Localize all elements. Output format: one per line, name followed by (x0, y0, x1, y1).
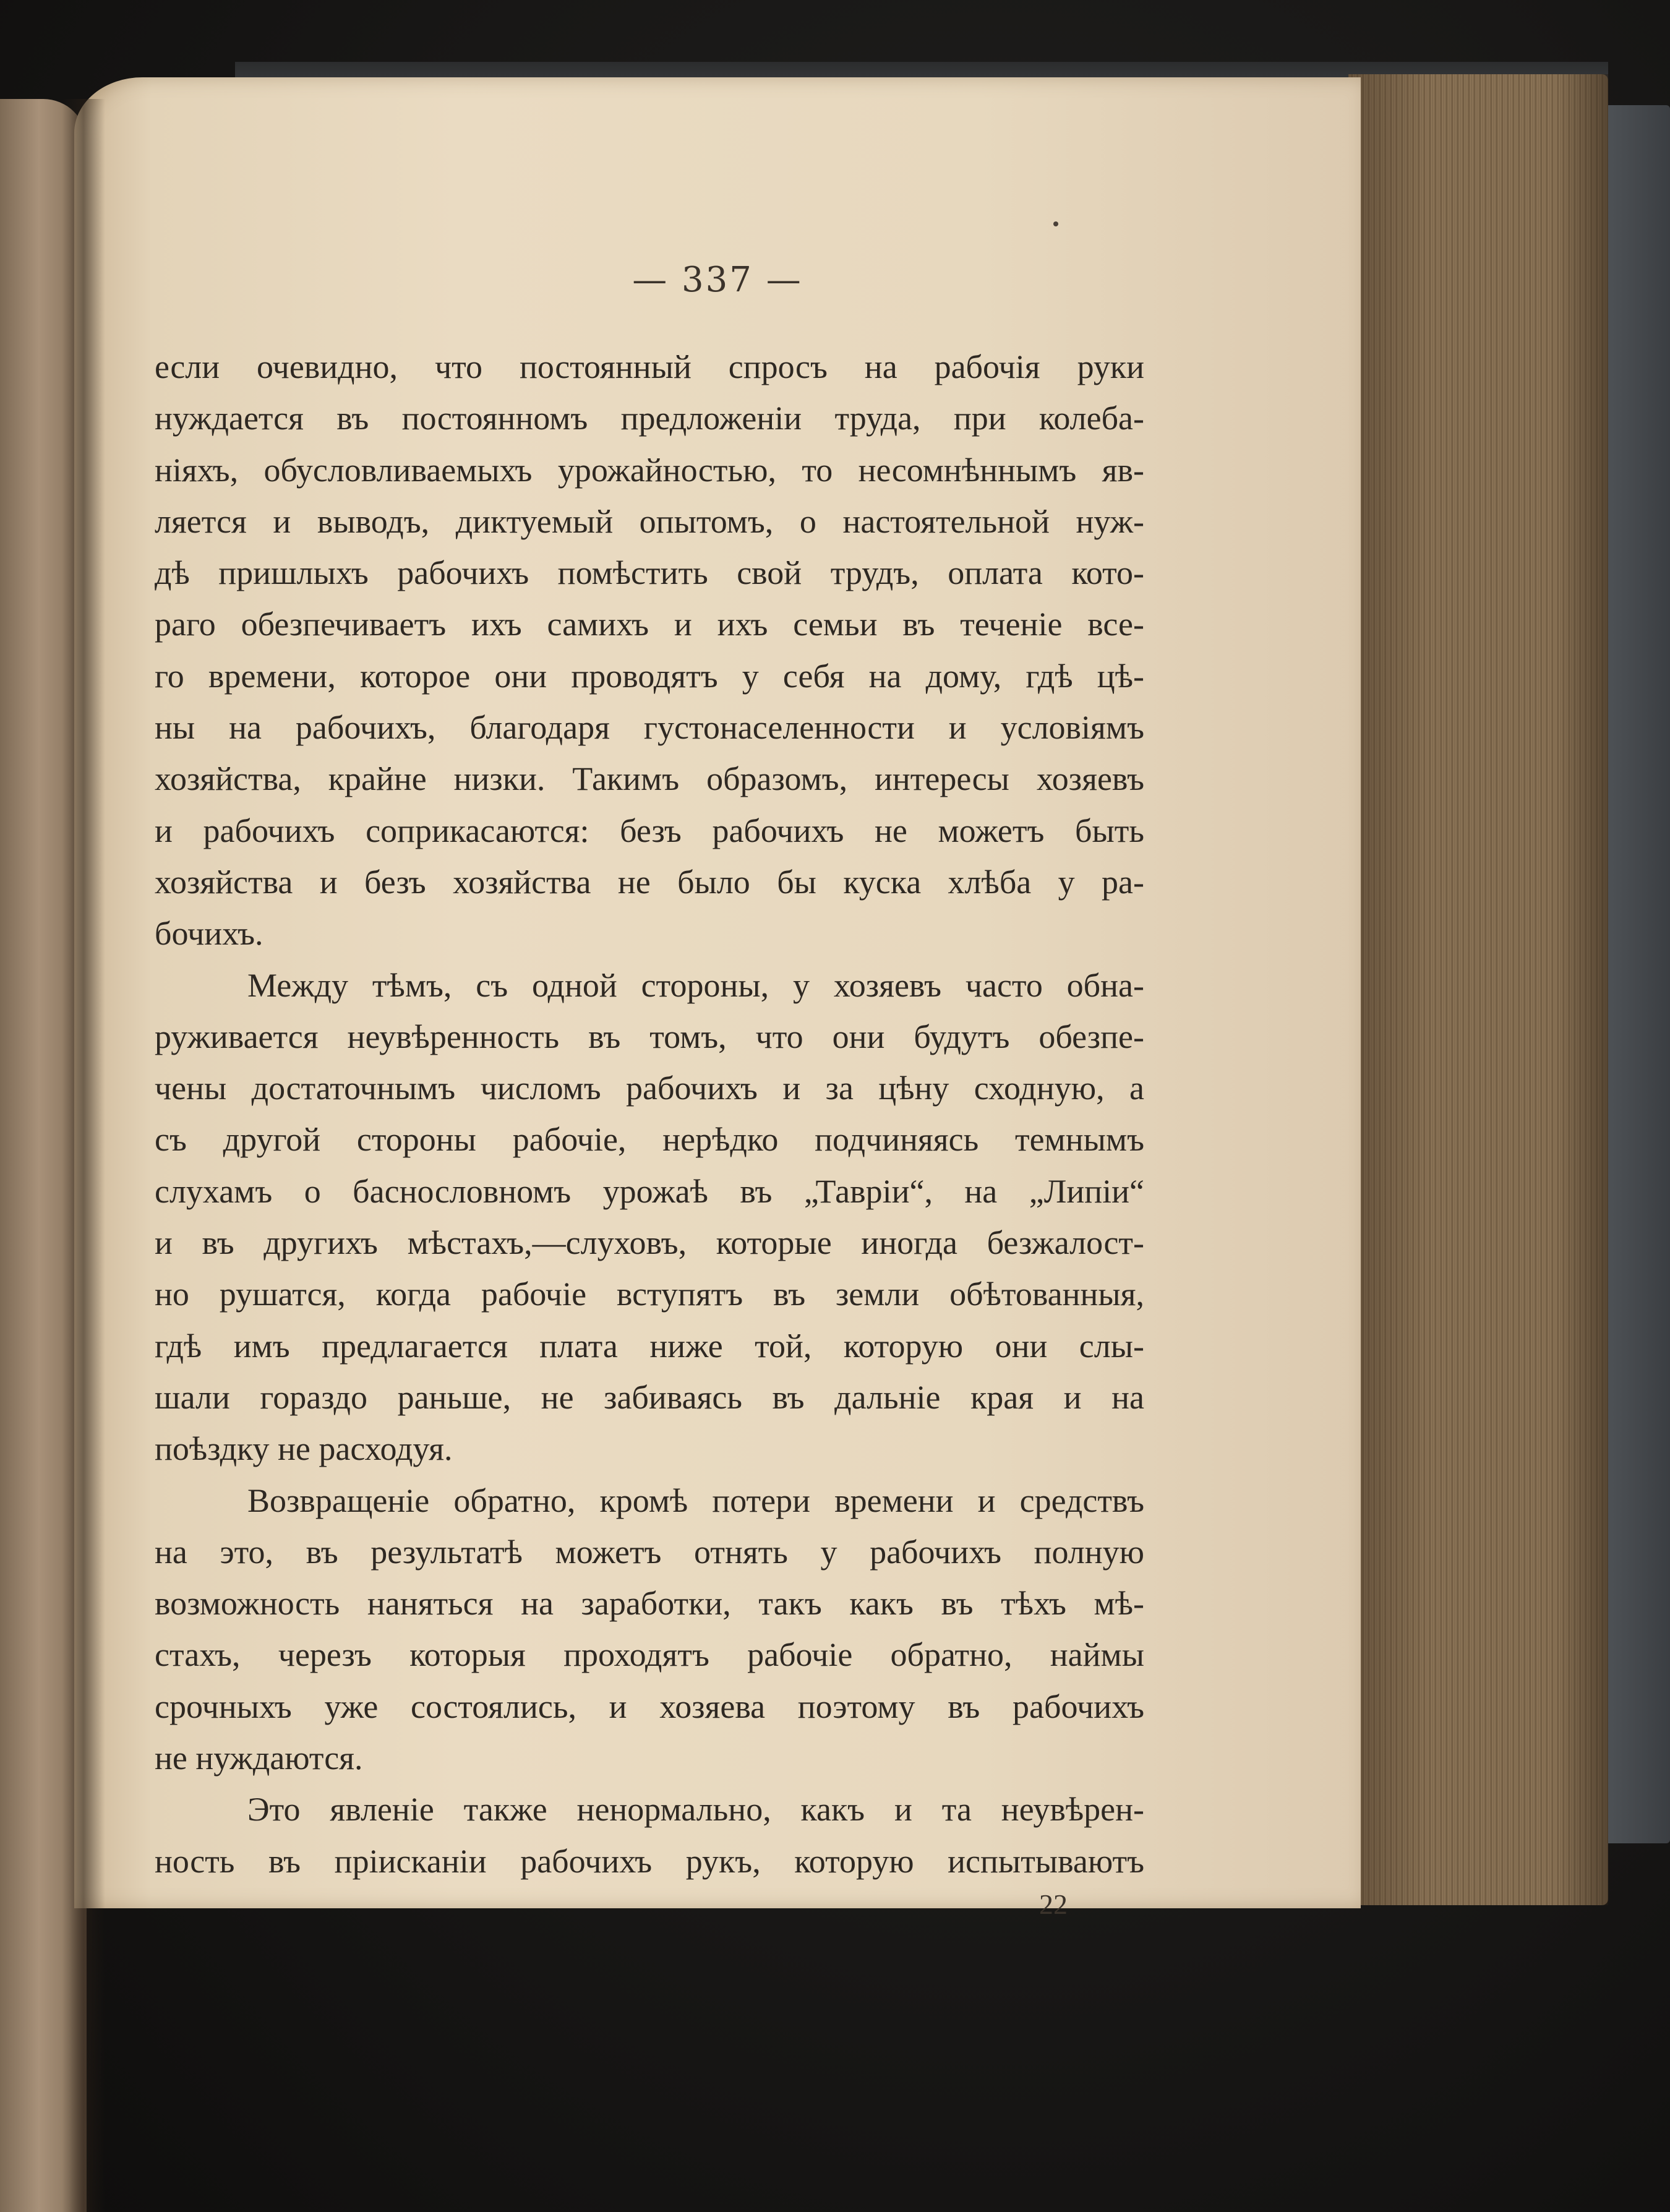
text-line: ляется и выводъ, диктуемый опытомъ, о настоятельной нуж- (155, 502, 1144, 540)
text-line: го времени, которое они проводятъ у себя на дому, гдѣ цѣ- (155, 657, 1144, 695)
text-line: шали гораздо раньше, не забиваясь въ дальніе края и на (155, 1378, 1144, 1416)
text-line: слухамъ о баснословномъ урожаѣ въ „Тавріи“, на „Липіи“ (155, 1172, 1144, 1210)
text-line: съ другой стороны рабочіе, нерѣдко подчиняясь темнымъ (155, 1121, 1144, 1159)
page-gutter-shadow (62, 99, 105, 2212)
text-line: руживается неувѣренность въ томъ, что они будутъ обезпе- (155, 1018, 1144, 1055)
text-line: Это явленіе также ненормально, какъ и та неувѣрен- (247, 1791, 1144, 1828)
text-line: стахъ, черезъ которыя проходятъ рабочіе обратно, наймы (155, 1636, 1144, 1674)
text-line: и рабочихъ соприкасаются: безъ рабочихъ не можетъ быть (155, 812, 1144, 849)
paper-speck (1053, 221, 1058, 226)
text-line: ность въ пріисканіи рабочихъ рукъ, которую испытываютъ (155, 1842, 1144, 1880)
text-line: хозяйства, крайне низки. Такимъ образомъ, интересы хозяевъ (155, 760, 1144, 798)
text-line: на это, въ результатѣ можетъ отнять у рабочихъ полную (155, 1533, 1144, 1571)
text-line: возможность наняться на заработки, такъ какъ въ тѣхъ мѣ- (155, 1585, 1144, 1623)
text-line: ны на рабочихъ, благодаря густонаселенности и условіямъ (155, 709, 1144, 747)
body-text (155, 341, 1144, 1887)
text-line: ніяхъ, обусловливаемыхъ урожайностью, то несомнѣннымъ яв- (155, 451, 1144, 489)
text-line: Возвращеніе обратно, кромѣ потери времени и средствъ (247, 1481, 1144, 1519)
text-line: хозяйства и безъ хозяйства не было бы куска хлѣба у ра- (155, 863, 1144, 901)
page-edges-stack (1348, 74, 1608, 1905)
text-line: не нуждаются. (155, 1739, 363, 1777)
text-line: раго обезпечиваетъ ихъ самихъ и ихъ семьи въ теченіе все- (155, 606, 1144, 643)
text-line: но рушатся, когда рабочіе вступятъ въ земли обѣтованныя, (155, 1275, 1144, 1313)
text-line: Между тѣмъ, съ одной стороны, у хозяевъ часто обна- (247, 966, 1144, 1004)
page-number: — 337 — (632, 260, 803, 300)
text-line: чены достаточнымъ числомъ рабочихъ и за цѣну сходную, а (155, 1070, 1144, 1107)
text-line: нуждается въ постоянномъ предложеніи труда, при колеба- (155, 400, 1144, 437)
text-line: срочныхъ уже состоялись, и хозяева поэтому въ рабочихъ (155, 1687, 1144, 1725)
text-line: и въ другихъ мѣстахъ,—слуховъ, которые иногда безжалост- (155, 1224, 1144, 1262)
text-line: дѣ пришлыхъ рабочихъ помѣстить свой трудъ, оплата кото- (155, 554, 1144, 592)
text-line: гдѣ имъ предлагается плата ниже той, которую они слы- (155, 1327, 1144, 1365)
text-line: поѣздку не расходуя. (155, 1430, 453, 1468)
text-line: бочихъ. (155, 915, 263, 953)
signature-mark: 22 (1039, 1888, 1068, 1920)
text-line: если очевидно, что постоянный спросъ на рабочія руки (155, 348, 1144, 385)
